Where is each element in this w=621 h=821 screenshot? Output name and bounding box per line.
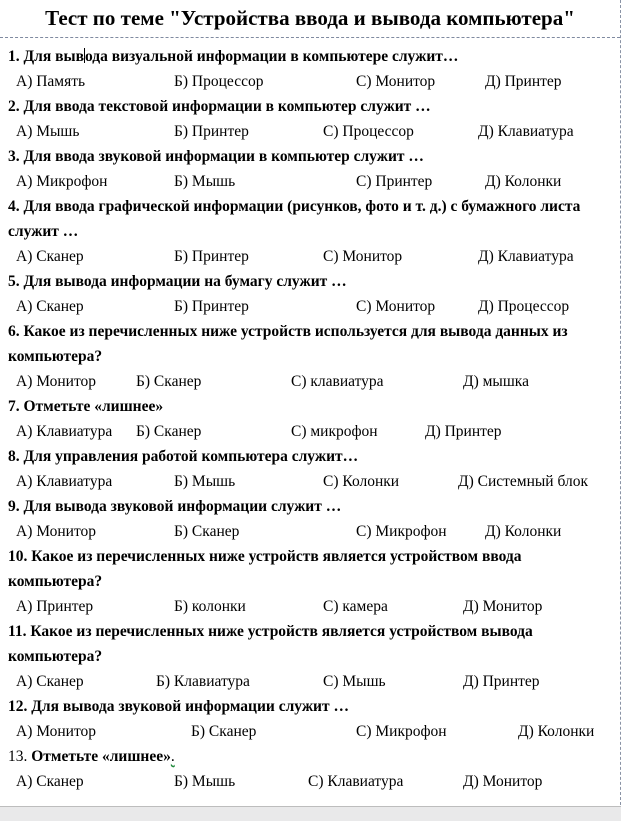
question-text[interactable]: 2. Для ввода текстовой информации в компьютер служит … <box>8 98 431 115</box>
answer-options-row <box>8 119 606 144</box>
question-number: 1. Для выв <box>8 48 84 65</box>
question-block <box>8 694 606 744</box>
answer-option[interactable]: А) Клавиатура <box>16 473 113 490</box>
title-block <box>0 0 620 38</box>
answer-option[interactable]: Б) Принтер <box>174 298 249 315</box>
question-block <box>8 269 606 319</box>
answer-options-row <box>8 469 606 494</box>
question-block <box>8 194 606 269</box>
page-bottom-gutter <box>0 806 621 821</box>
question-text[interactable]: 11. Какое из перечисленных ниже устройств является устройством вывода компьютера? <box>8 623 533 665</box>
answer-options-row <box>8 169 606 194</box>
answer-option[interactable]: Д) Принтер <box>463 673 540 690</box>
answer-option[interactable]: Д) Монитор <box>463 598 543 615</box>
answer-option[interactable]: А) Монитор <box>16 373 97 390</box>
answer-option[interactable]: С) Клавиатура <box>308 773 404 790</box>
answer-option[interactable]: А) Клавиатура <box>16 423 113 440</box>
question-text[interactable]: 4. Для ввода графической информации (рисунков, фото и т. д.) с бумажного листа служит … <box>8 198 581 240</box>
answer-options-row <box>8 294 606 319</box>
answer-option[interactable]: Д) Клавиатура <box>478 123 574 140</box>
answer-option[interactable]: Д) Системный блок <box>458 473 588 490</box>
answer-option[interactable]: Б) Сканер <box>191 723 257 740</box>
question-block <box>8 544 606 619</box>
answer-option[interactable]: Д) мышка <box>463 373 529 390</box>
question-text[interactable]: 10. Какое из перечисленных ниже устройств является устройством ввода компьютера? <box>8 548 522 590</box>
answer-option[interactable]: А) Мышь <box>16 123 80 140</box>
answer-option[interactable]: С) Процессор <box>323 123 414 140</box>
answer-option[interactable]: Д) Колонки <box>518 723 595 740</box>
answer-option[interactable]: Д) Колонки <box>485 173 562 190</box>
question-text[interactable]: 8. Для управления работой компьютера служит… <box>8 448 359 465</box>
quiz-body[interactable] <box>0 38 620 794</box>
answer-option[interactable]: Д) Принтер <box>425 423 502 440</box>
answer-option[interactable]: Б) Мышь <box>174 773 236 790</box>
question-text[interactable] <box>8 744 606 769</box>
question-text[interactable]: 3. Для ввода звуковой информации в компьютер служит … <box>8 148 424 165</box>
question-text[interactable]: 6. Какое из перечисленных ниже устройств используется для вывода данных из компьютера? <box>8 323 568 365</box>
answer-option[interactable]: С) Монитор <box>323 248 403 265</box>
answer-options-row <box>8 719 606 744</box>
answer-option[interactable]: Б) Сканер <box>174 523 240 540</box>
answer-option[interactable]: С) камера <box>323 598 388 615</box>
answer-options-row <box>8 594 606 619</box>
answer-options-row <box>8 519 606 544</box>
question-block <box>8 94 606 144</box>
question-block <box>8 44 606 94</box>
answer-options-row <box>8 69 606 94</box>
answer-option[interactable]: С) Монитор <box>356 73 436 90</box>
answer-option[interactable]: С) Колонки <box>323 473 400 490</box>
answer-option[interactable]: С) Монитор <box>356 298 436 315</box>
question-block <box>8 144 606 194</box>
answer-option[interactable]: С) Принтер <box>356 173 433 190</box>
question-text[interactable]: 9. Для вывода звуковой информации служит … <box>8 498 342 515</box>
question-number: 13. <box>8 748 32 765</box>
question-block <box>8 319 606 394</box>
question-text-rest: ода визуальной информации в компьютере служит… <box>84 48 459 65</box>
answer-option[interactable]: А) Сканер <box>16 248 84 265</box>
answer-option[interactable]: Б) Мышь <box>174 173 236 190</box>
answer-option[interactable]: Б) Мышь <box>174 473 236 490</box>
answer-option[interactable]: Б) Сканер <box>136 423 202 440</box>
question-block <box>8 744 606 794</box>
answer-option[interactable]: С) микрофон <box>291 423 378 440</box>
question-block <box>8 619 606 694</box>
answer-option[interactable]: Б) колонки <box>174 598 246 615</box>
answer-option[interactable]: С) Микрофон <box>356 723 447 740</box>
answer-option[interactable]: Б) Принтер <box>174 123 249 140</box>
question-text[interactable]: 12. Для вывода звуковой информации служит … <box>8 698 349 715</box>
answer-option[interactable]: С) Мышь <box>323 673 386 690</box>
answer-option[interactable]: Б) Принтер <box>174 248 249 265</box>
answer-options-row <box>8 419 606 444</box>
spell-check-underline: . <box>170 748 175 765</box>
answer-option[interactable]: А) Сканер <box>16 298 84 315</box>
answer-options-row <box>8 244 606 269</box>
question-text-bold: Отметьте «лишнее» <box>31 748 171 765</box>
answer-options-row <box>8 369 606 394</box>
answer-option[interactable]: А) Память <box>16 73 86 90</box>
answer-option[interactable]: А) Микрофон <box>16 173 108 190</box>
answer-option[interactable]: Б) Клавиатура <box>156 673 250 690</box>
answer-option[interactable]: А) Монитор <box>16 723 97 740</box>
answer-option[interactable]: Д) Колонки <box>485 523 562 540</box>
answer-option[interactable]: Д) Принтер <box>485 73 562 90</box>
answer-option[interactable]: А) Сканер <box>16 773 84 790</box>
question-text[interactable] <box>8 44 606 69</box>
answer-option[interactable]: Д) Процессор <box>478 298 570 315</box>
question-text[interactable]: 7. Отметьте «лишнее» <box>8 398 164 415</box>
answer-option[interactable]: С) клавиатура <box>291 373 384 390</box>
question-block <box>8 494 606 544</box>
answer-options-row <box>8 769 606 794</box>
answer-option[interactable]: А) Принтер <box>16 598 94 615</box>
question-text[interactable]: 5. Для вывода информации на бумагу служит … <box>8 273 347 290</box>
question-block <box>8 444 606 494</box>
answer-option[interactable]: А) Монитор <box>16 523 97 540</box>
answer-option[interactable]: С) Микрофон <box>356 523 447 540</box>
answer-option[interactable]: А) Сканер <box>16 673 84 690</box>
answer-option[interactable]: Б) Сканер <box>136 373 202 390</box>
answer-option[interactable]: Д) Клавиатура <box>478 248 574 265</box>
answer-option[interactable]: Б) Процессор <box>174 73 264 90</box>
answer-option[interactable]: Д) Монитор <box>463 773 543 790</box>
question-block <box>8 394 606 444</box>
answer-options-row <box>8 669 606 694</box>
page-title: Тест по теме "Устройства ввода и вывода компьютера" <box>45 6 575 30</box>
